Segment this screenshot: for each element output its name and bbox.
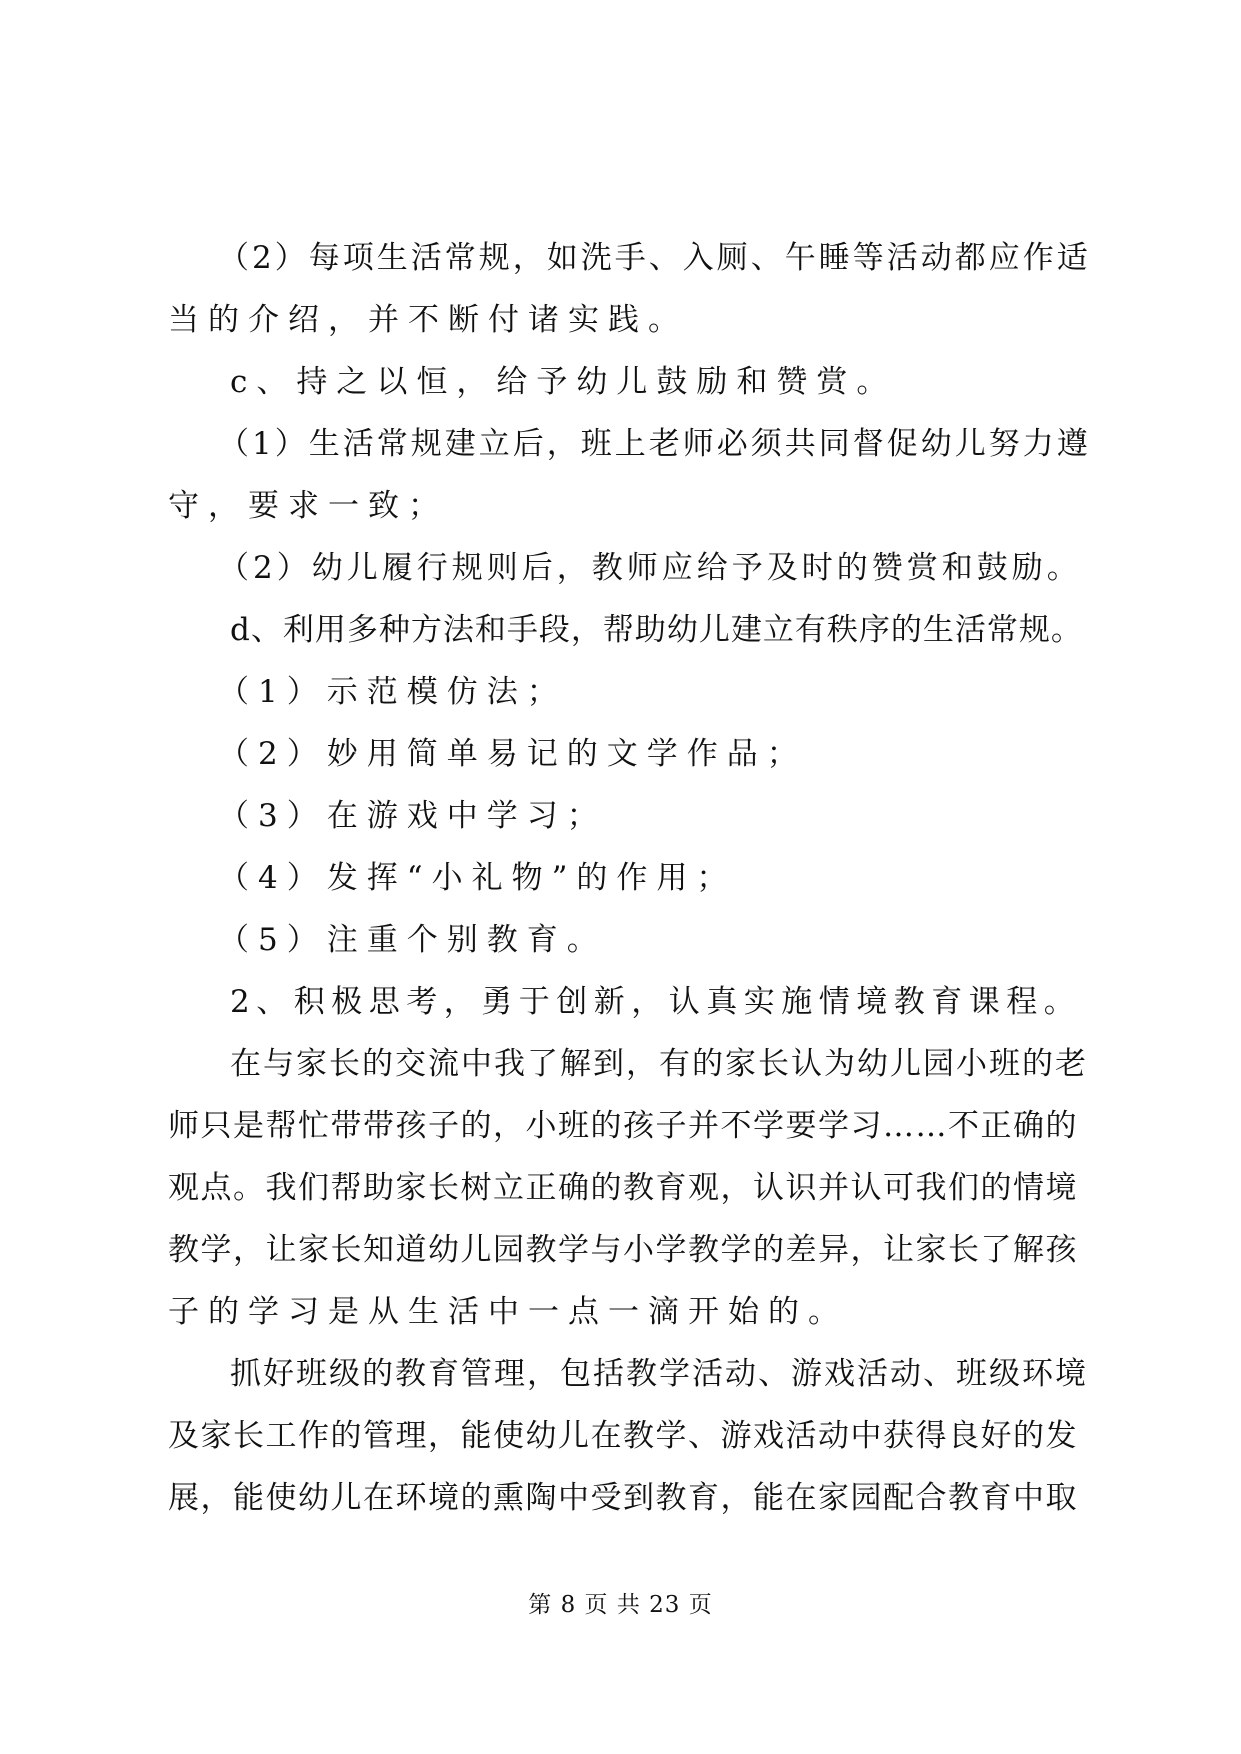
text-line-15: 师只是帮忙带带孩子的，小班的孩子并不学要学习……不正确的 [168,1108,1078,1144]
text-line-20: 及家长工作的管理，能使幼儿在教学、游戏活动中获得良好的发 [168,1418,1078,1454]
text-line-13: 2、积极思考，勇于创新，认真实施情境教育课程。 [230,984,1082,1020]
text-line-9: （2）妙用简单易记的文学作品； [218,736,807,772]
text-line-19: 抓好班级的教育管理，包括教学活动、游戏活动、班级环境 [230,1356,1088,1392]
text-line-16: 观点。我们帮助家长树立正确的教育观，认识并认可我们的情境 [168,1170,1078,1206]
text-line-5: 守，要求一致； [168,488,448,524]
text-line-3: c、持之以恒，给予幼儿鼓励和赞赏。 [230,364,897,400]
text-line-8: （1）示范模仿法； [218,674,567,710]
text-line-14: 在与家长的交流中我了解到，有的家长认为幼儿园小班的老 [230,1046,1088,1082]
text-line-2: 当的介绍，并不断付诸实践。 [168,302,688,338]
text-line-12: （5）注重个别教育。 [218,922,607,958]
text-line-7: d、利用多种方法和手段，帮助幼儿建立有秩序的生活常规。 [230,612,1083,648]
text-line-4: （1）生活常规建立后，班上老师必须共同督促幼儿努力遵 [218,426,1091,462]
page-number-footer: 第 8 页 共 23 页 [528,1592,713,1618]
text-line-11: （4）发挥“小礼物”的作用； [218,860,737,896]
text-line-18: 子的学习是从生活中一点一滴开始的。 [168,1294,848,1330]
text-line-10: （3）在游戏中学习； [218,798,607,834]
text-line-6: （2）幼儿履行规则后，教师应给予及时的赞赏和鼓励。 [218,550,1082,586]
text-line-17: 教学，让家长知道幼儿园教学与小学教学的差异，让家长了解孩 [168,1232,1078,1268]
text-line-1: （2）每项生活常规，如洗手、入厕、午睡等活动都应作适 [218,240,1091,276]
text-line-21: 展，能使幼儿在环境的熏陶中受到教育，能在家园配合教育中取 [168,1480,1078,1516]
